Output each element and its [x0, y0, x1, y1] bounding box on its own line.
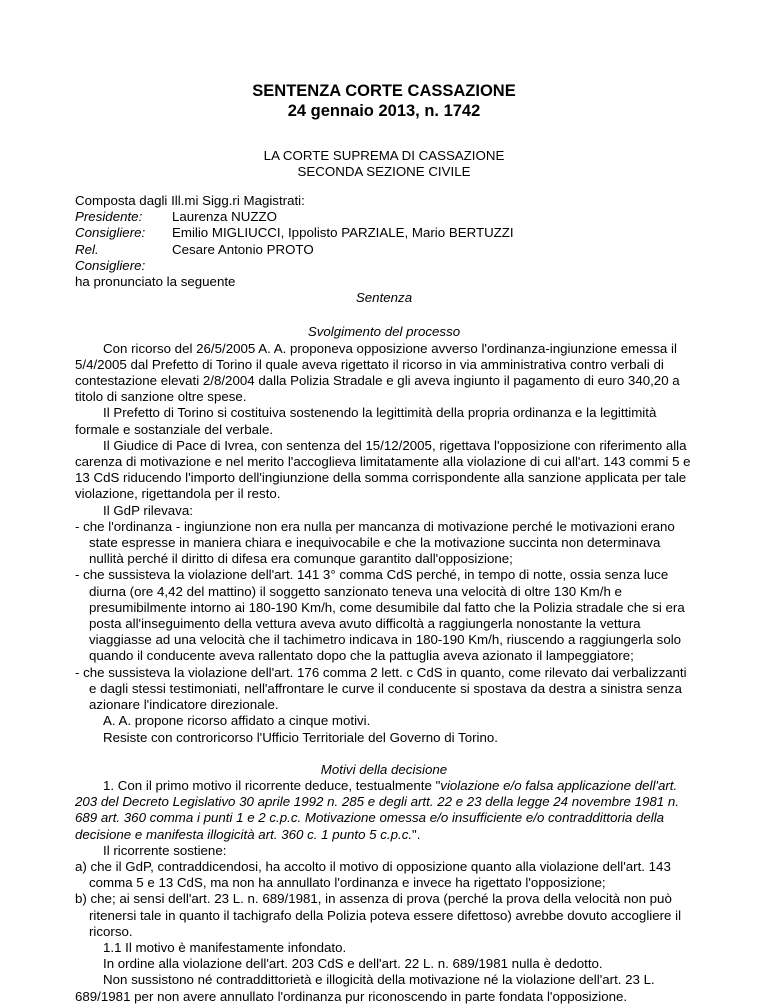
document-header — [0, 0, 768, 121]
court-heading — [0, 148, 768, 180]
paragraph: Resiste con controricorso l'Ufficio Territoriale del Governo di Torino. — [103, 729, 498, 745]
relatore-value: Cesare Antonio PROTO — [172, 241, 314, 257]
paragraph: Il Prefetto di Torino si costituiva sostenendo la legittimità della propria ordinanza e la legittimità formale e sostanziale del verbale. — [75, 405, 657, 437]
paragraph: In ordine alla violazione dell'art. 203 CdS e dell'art. 22 L. n. 689/1981 nulla è dedotto. — [103, 956, 603, 972]
paragraph: Il GdP rilevava: — [103, 502, 193, 518]
document-title: SENTENZA CORTE CASSAZIONE — [252, 82, 516, 100]
document-date: 24 gennaio 2013, n. 1742 — [287, 102, 481, 120]
court-name: LA CORTE SUPREMA DI CASSAZIONE — [263, 148, 505, 163]
paragraph: Con ricorso del 26/5/2005 A. A. proponeva opposizione avverso l'ordinanza-ingiunzione emessa il 5/4/2005 dal Prefetto di Torino il quale aveva rigettato il ricorso in via amministrativa contro verbali di contestazione elevati 2/8/2004 dalla Polizia Stradale e gli aveva ingiunto il pagamento di euro 340,20 a titolo di sanzione oltre spese. — [75, 340, 680, 405]
motivo-quote: violazione e/o falsa applicazione dell'art. 203 del Decreto Legislativo 30 aprile 1992 n. 285 e degli artt. 22 e 23 della legge 24 novembre 1981 n. 689 art. 360 comma i punti 1 e 2 c.p.c. Motivazione omessa e/o insufficiente e/o contraddittoria della decisione e manifesta illogicità art. 360 c. 1 punto 5 c.p.c. — [75, 777, 679, 842]
list-item: - che l'ordinanza - ingiunzione non era nulla per mancanza di motivazione perché le motivazioni erano state espresse in maniera chiara e inequivocabile e che la motivazione succinta non determinava nullità perché il diritto di difesa era comunque garantito dall'opposizione; — [75, 518, 675, 567]
paragraph: A. A. propone ricorso affidato a cinque motivi. — [103, 713, 371, 729]
consigliere-value: Emilio MIGLIUCCI, Ippolisto PARZIALE, Mario BERTUZZI — [172, 225, 514, 241]
relatore-label: Rel. Consigliere: — [75, 241, 146, 273]
claims-list — [75, 859, 693, 940]
consigliere-row — [75, 225, 693, 241]
consigliere-label: Consigliere: — [75, 225, 146, 241]
presidente-row — [75, 209, 693, 225]
paragraph: 1.1 Il motivo è manifestamente infondato. — [103, 939, 347, 955]
motivi-section — [75, 762, 693, 1005]
sentenza-heading: Sentenza — [355, 290, 413, 306]
paragraph: Non sussistono né contraddittorietà e illogicità della motivazione né la violazione dell'art. 23 L. 689/1981 per non avere annullato l'ordinanza pur riconoscendo in parte fondata l'opposizione. — [75, 972, 655, 1004]
presidente-value: Laurenza NUZZO — [172, 209, 277, 225]
list-item: b) che; ai sensi dell'art. 23 L. n. 689/1981, in assenza di prova (perché la prova della velocità non può ritenersi tale in quanto il tachigrafo della Polizia poteva essere difettoso) avrebbe dovuto accogliere il ricorso. — [75, 891, 682, 939]
list-item: - che sussisteva la violazione dell'art. 176 comma 2 lett. c CdS in quanto, come rilevato dai verbalizzanti e dagli stessi testimoniati, nell'affrontare le curve il conducente si spostava da destra a sinistra senza azionare l'indicatore direzionale. — [75, 664, 687, 713]
composition-intro: Composta dagli Ill.mi Sigg.ri Magistrati: — [75, 193, 305, 208]
relatore-row — [75, 242, 693, 274]
findings-list — [75, 519, 693, 713]
paragraph: Il Giudice di Pace di Ivrea, con sentenza del 15/12/2005, rigettava l'opposizione con riferimento alla carenza di motivazione e nel merito l'accoglieva limitatamente alla violazione di cui all'art. 143 commi 5 e 13 CdS riducendo l'importo dell'ingiunzione della somma corrispondente alla sanzione applicata per tale violazione, rigettandola per il resto. — [75, 437, 691, 502]
svolgimento-section — [75, 324, 693, 745]
motivo-text: 1. Con il primo motivo il ricorrente deduce, testualmente " — [103, 777, 441, 793]
paragraph: Il ricorrente sostiene: — [103, 842, 227, 858]
court-section: SECONDA SEZIONE CIVILE — [297, 164, 471, 180]
motivo-text-end: ". — [412, 826, 421, 842]
composition-block — [75, 193, 693, 306]
paragraph — [75, 778, 693, 843]
list-item: - che sussisteva la violazione dell'art. 141 3° comma CdS perché, in tempo di notte, ossia senza luce diurna (ore 4,42 del mattino) il soggetto sanzionato teneva una velocità di oltre 130 Km/h e presumibilmente intorno ai 180-190 Km/h, come desumibile dal fatto che la Polizia stradale che si era posta all'inseguimento della vettura aveva avuto difficoltà a raggiungerla nonostante la vettura viaggiasse ad una velocità che il tachimetro indicava in 180-190 Km/h, riuscendo a raggiungerla solo quando il conducente aveva rallentato dopo che la pattuglia aveva azionato il lampeggiatore; — [75, 567, 685, 664]
motivi-heading: Motivi della decisione — [320, 761, 448, 777]
presidente-label: Presidente: — [75, 209, 143, 225]
pronounced-line: ha pronunciato la seguente — [75, 274, 236, 290]
list-item: a) che il GdP, contraddicendosi, ha accolto il motivo di opposizione quanto alla violazione dell'art. 143 comma 5 e 13 CdS, ma non ha annullato l'ordinanza e invece ha rigettato l'opposizione; — [75, 858, 671, 891]
svolgimento-heading: Svolgimento del processo — [307, 324, 461, 340]
document-body — [75, 193, 693, 1005]
